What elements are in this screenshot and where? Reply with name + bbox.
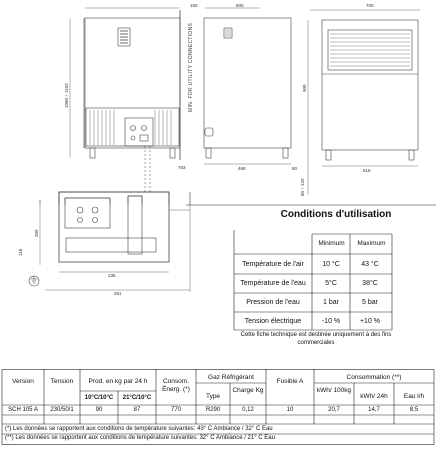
cell-kwh-100kg: 20,7 bbox=[328, 407, 340, 413]
cell-charge: 0,12 bbox=[242, 407, 254, 413]
header-charge: Charge Kg bbox=[232, 387, 264, 394]
cell-tension: 230/50/1 bbox=[50, 407, 74, 413]
col-minimum: Minimum bbox=[318, 240, 345, 247]
header-gaz: Gaz Réfrigérant bbox=[208, 374, 254, 381]
cond-min: 10 °C bbox=[322, 261, 340, 268]
header-eau: Eau l/h bbox=[403, 393, 425, 400]
cond-label: Température de l'air bbox=[242, 261, 304, 268]
cell-prod-21: 87 bbox=[133, 407, 141, 413]
footnote-2: (**) Les données se rapportent aux conditions de température suivantes: 32° C Ambiance / 21° C Eau bbox=[5, 435, 275, 441]
dim-50: 50 bbox=[292, 166, 298, 171]
header-version: Version bbox=[12, 378, 34, 385]
cond-label: Tension électrique bbox=[244, 318, 302, 325]
dim-1060-1103: 1060 ÷ 1103 bbox=[64, 83, 69, 108]
cond-max: 5 bar bbox=[362, 299, 378, 306]
cond-max: 43 °C bbox=[361, 261, 379, 268]
cell-prod-10: 90 bbox=[95, 407, 103, 413]
spec-table bbox=[0, 369, 436, 445]
cell-fusible: 10 bbox=[286, 407, 294, 413]
cond-label: Pression de l'eau bbox=[246, 299, 300, 306]
cond-row-voltage bbox=[234, 312, 434, 331]
dim-783: 783 bbox=[178, 165, 186, 170]
conditions-note: Cette fiche technique est destinée uniquement à des fins commerciales bbox=[240, 332, 392, 346]
dim-209: 209 bbox=[34, 229, 39, 237]
cell-eau: 8,5 bbox=[409, 407, 419, 413]
cond-min: 5°C bbox=[325, 280, 337, 287]
header-prod-10: 10°C/10°C bbox=[84, 395, 114, 401]
min-utility-label: MIN. FOR UTILITY CONNECTIONS bbox=[188, 22, 194, 112]
cond-row-water bbox=[234, 274, 434, 293]
header-prod-21: 21°C/10°C bbox=[122, 395, 152, 401]
dim-80-133: 80 ÷ 133 bbox=[300, 178, 305, 196]
dim-600: 600 bbox=[236, 3, 244, 8]
cell-type: R290 bbox=[205, 407, 221, 413]
cond-min: 1 bar bbox=[323, 299, 339, 306]
cond-row-pressure bbox=[234, 293, 434, 312]
dim-616: 616 bbox=[363, 168, 371, 173]
header-type: Type bbox=[205, 393, 221, 400]
cond-label: Température de l'eau bbox=[240, 280, 306, 287]
header-fusible: Fusible A bbox=[276, 378, 304, 385]
dim-236: 236 bbox=[108, 273, 116, 278]
cell-version: SCH 105 A bbox=[8, 407, 38, 413]
dim-700: 700 bbox=[366, 3, 374, 8]
footnote-1: (*) Les données se rapportent aux conditions de température suivantes: 43° C Ambiance / 32° C Eau bbox=[5, 426, 273, 432]
dim-291: 291 bbox=[114, 291, 122, 296]
cell-consom: 770 bbox=[170, 407, 181, 413]
col-maximum: Maximum bbox=[357, 240, 386, 247]
dim-468: 468 bbox=[238, 166, 246, 171]
dim-150: 150 bbox=[190, 3, 198, 8]
dim-900: 900 bbox=[302, 84, 307, 92]
header-consom: Consom. Énerg. (*) bbox=[162, 378, 190, 393]
header-consommation: Consommation (**) bbox=[346, 374, 402, 381]
header-kwh-24h: kWh/ 24h bbox=[360, 393, 388, 400]
cond-max: +10 % bbox=[359, 318, 381, 325]
cond-row-air bbox=[234, 255, 434, 274]
cell-kwh-24h: 14,7 bbox=[368, 407, 380, 413]
conditions-title: Conditions d'utilisation bbox=[280, 209, 392, 220]
cond-max: 38°C bbox=[362, 280, 378, 287]
header-prod: Prod. en kg par 24 h bbox=[88, 378, 148, 385]
dim-118: 118 bbox=[18, 248, 23, 256]
header-tension: Tension bbox=[50, 378, 74, 385]
header-kwh-100kg: kWh/ 100kg bbox=[316, 387, 352, 394]
cond-min: -10 % bbox=[321, 318, 341, 325]
